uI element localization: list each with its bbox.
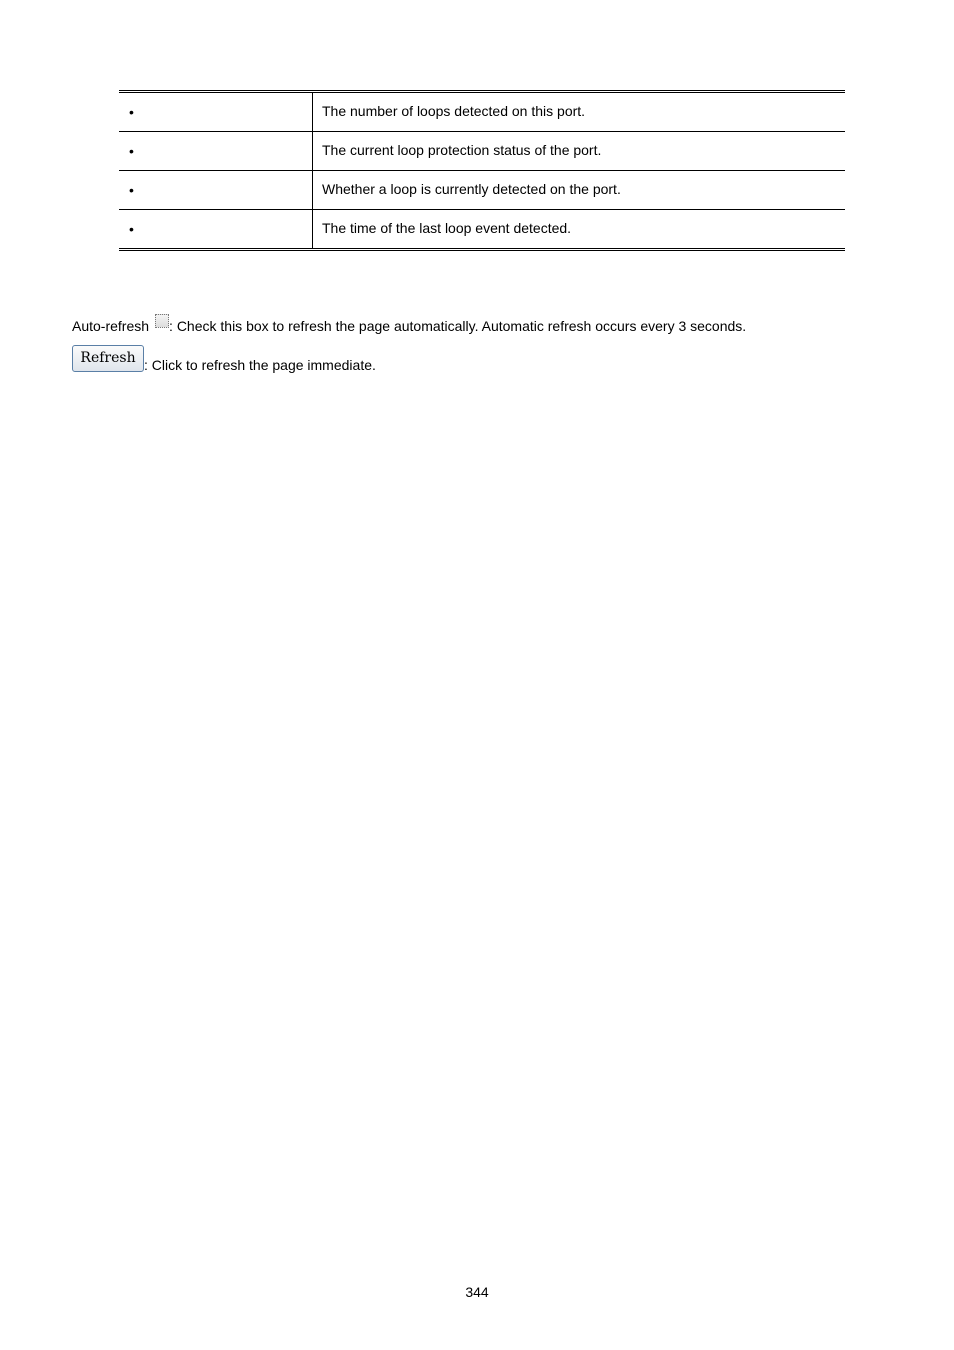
table-row: [119, 92, 845, 132]
refresh-button[interactable]: Refresh: [72, 345, 144, 372]
table-row: [119, 171, 845, 210]
description-table: [119, 90, 845, 251]
bullet-icon: •: [129, 221, 134, 237]
description-cell: The number of loops detected on this port.: [313, 92, 846, 132]
bullet-icon: •: [129, 143, 134, 159]
description-cell: The current loop protection status of the port.: [313, 132, 846, 171]
bullet-cell: [119, 171, 313, 210]
bullet-cell: [119, 132, 313, 171]
bullet-icon: •: [129, 182, 134, 198]
auto-refresh-label: Auto-refresh: [72, 318, 150, 334]
description-cell: Whether a loop is currently detected on the port.: [313, 171, 846, 210]
refresh-line: [72, 345, 376, 373]
table-row: [119, 210, 845, 250]
auto-refresh-line: [72, 318, 746, 334]
description-cell: The time of the last loop event detected.: [322, 220, 572, 236]
bullet-icon: •: [129, 104, 134, 120]
bullet-cell: [119, 92, 313, 132]
auto-refresh-checkbox-icon[interactable]: [155, 314, 169, 328]
bullet-cell: [119, 210, 313, 250]
page-number: 344: [465, 1284, 489, 1300]
refresh-description: : Click to refresh the page immediate.: [144, 357, 376, 373]
auto-refresh-description: : Check this box to refresh the page automatically. Automatic refresh occurs every 3 seconds.: [169, 318, 747, 334]
table-row: [119, 132, 845, 171]
